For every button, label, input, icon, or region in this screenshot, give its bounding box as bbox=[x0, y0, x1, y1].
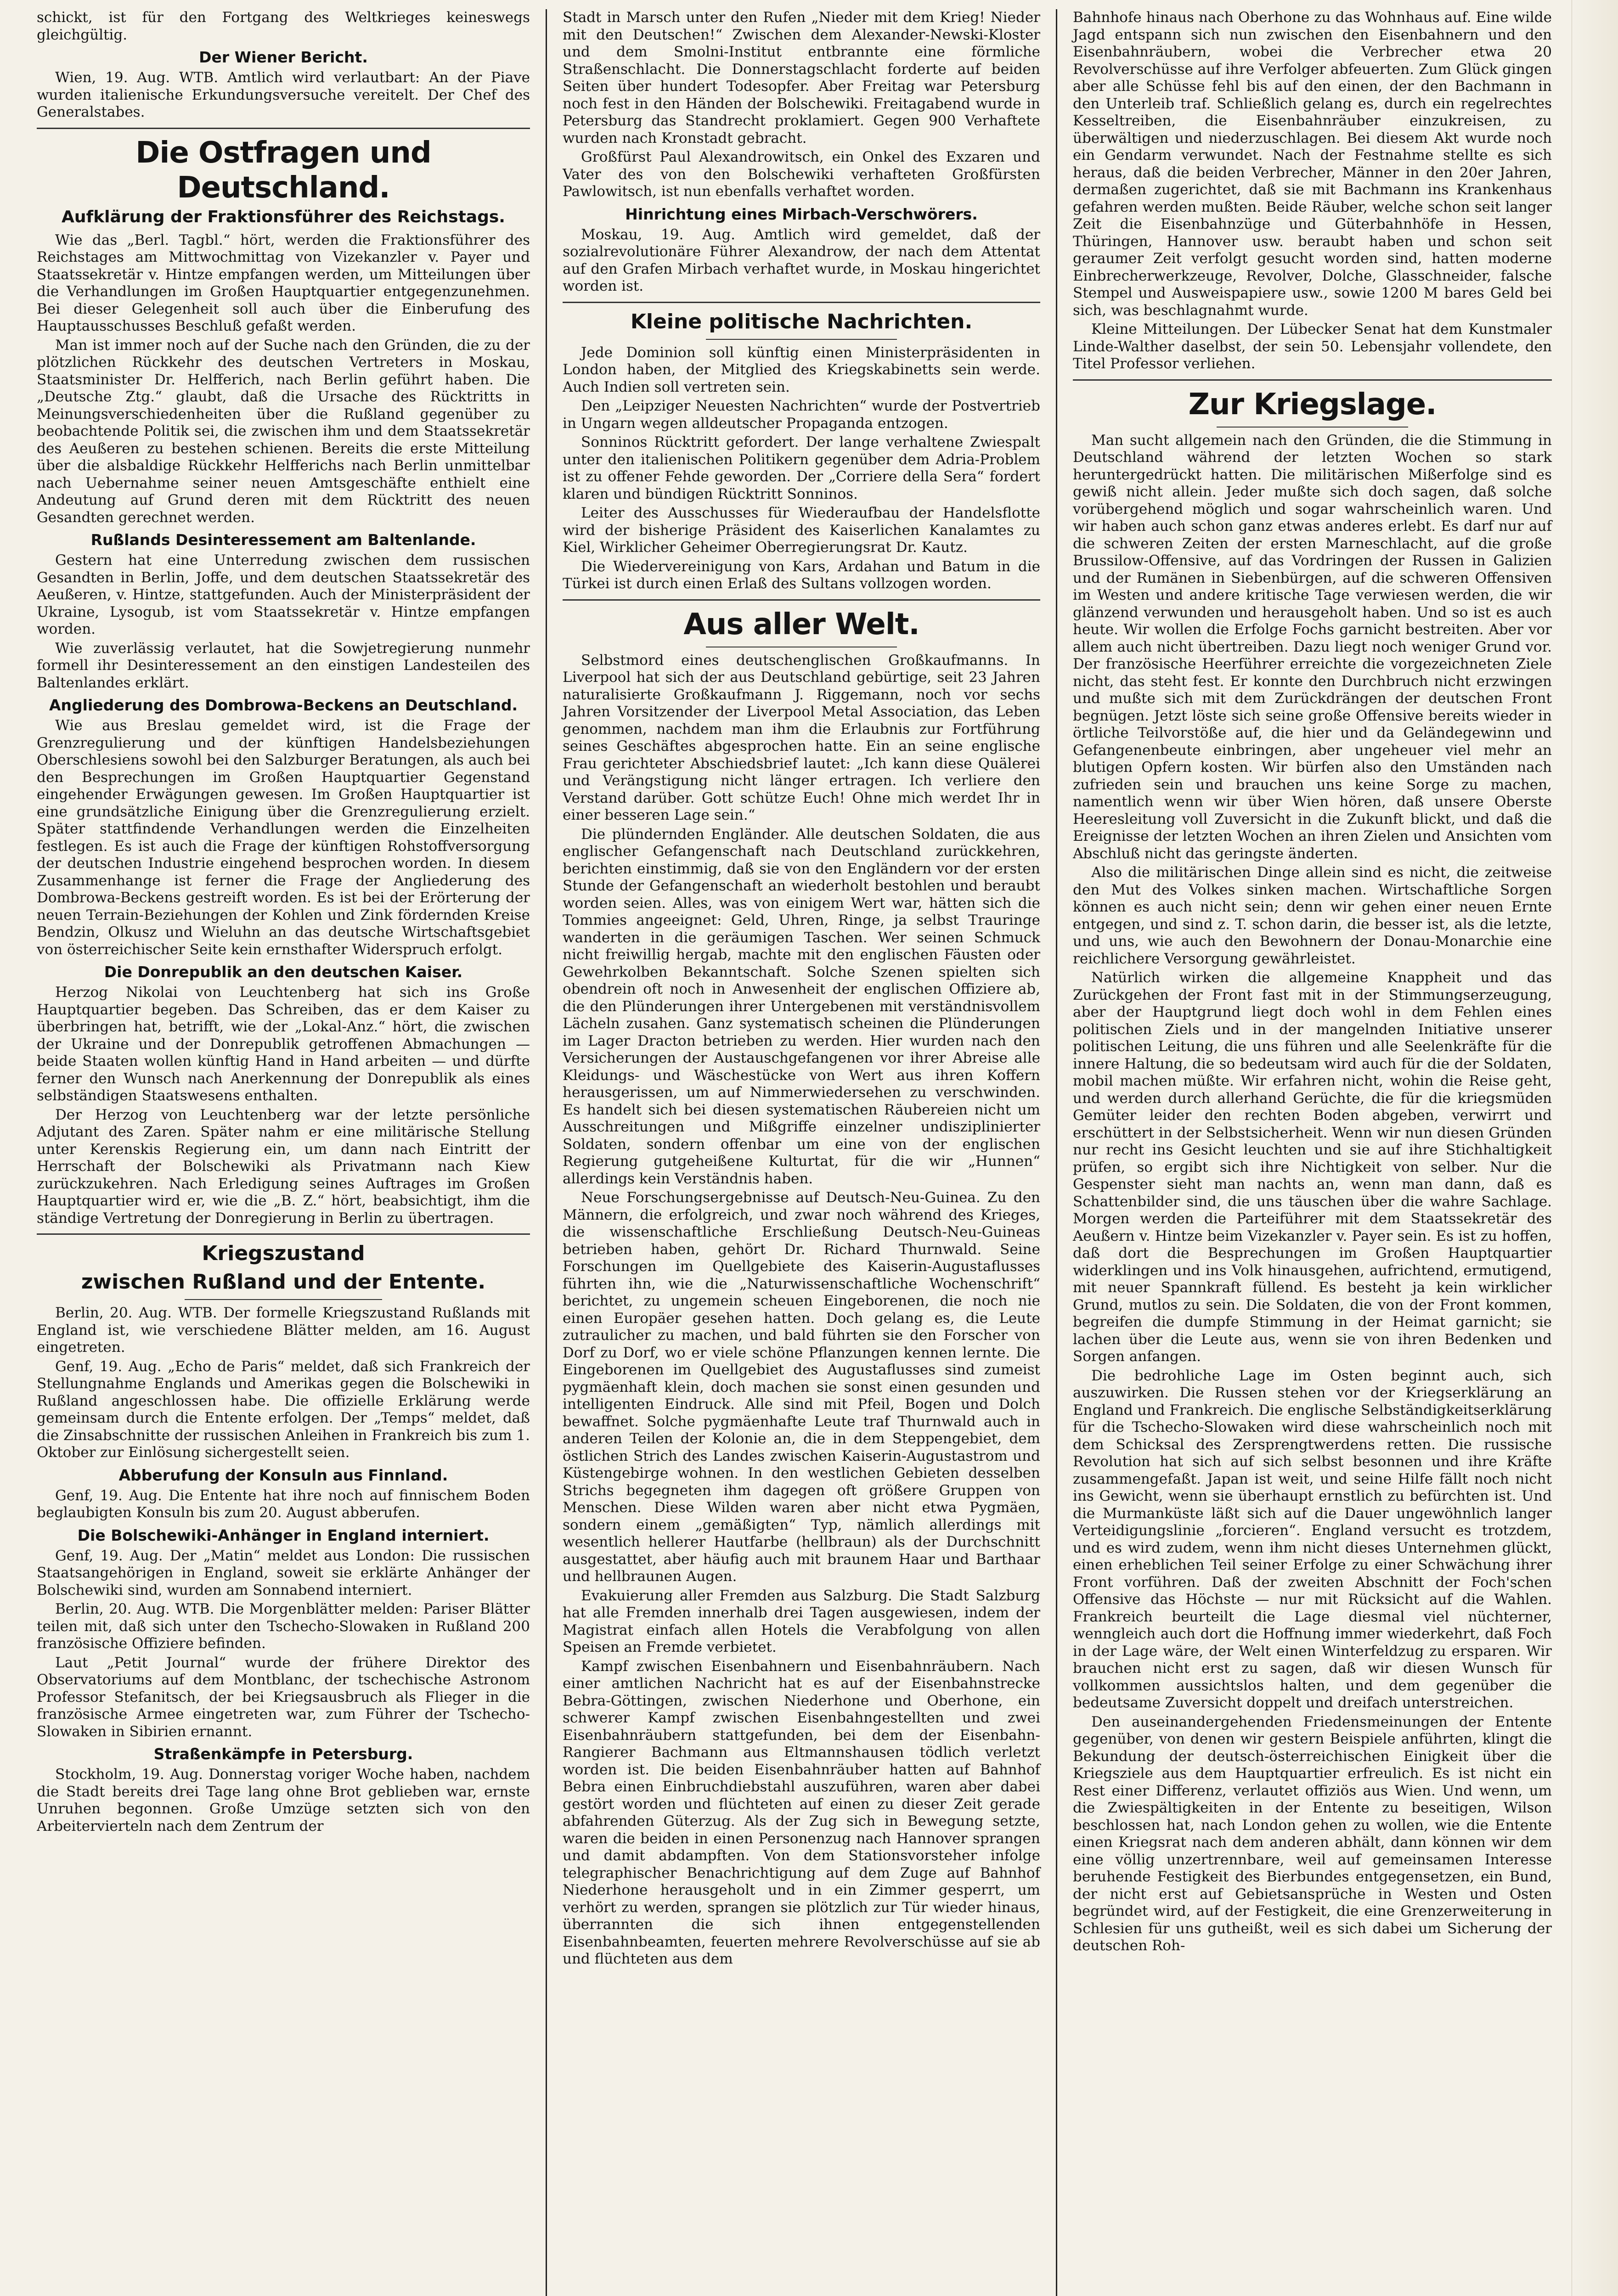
paragraph: Den „Leipziger Neuesten Nachrichten“ wurde der Postvertrieb in Ungarn wegen alldeutscher Propaganda entzogen. bbox=[563, 398, 1040, 432]
paragraph: Neue Forschungsergebnisse auf Deutsch-Neu-Guinea. Zu den Männern, die erfolgreich, und zwar noch während des Krieges, die wissenschaftliche Erschließung Deutsch-Neu-Guineas betrieben haben, gehört Dr. Richard Thurnwald. Seine Forschungen im Quellgebiete des Kaiserin-Augustaflusses führten ihn, wie die „Naturwissenschaftliche Wochenschrift“ berichtet, zu ungemein scheuen Eingeborenen, die noch nie einen Europäer gesehen hatten. Doch gelang es, die Leute zutraulicher zu machen, und bald führten sie den Forscher von Dorf zu Dorf, wo er viele schöne Pflanzungen kennen lernte. Die Eingeborenen im Quellgebiet des Augustaflusses sind zumeist pygmäenhaft klein, doch machen sie sonst einen gesunden und intelligenten Eindruck. Alle sind mit Pfeil, Bogen und Dolch bewaffnet. Solche pygmäenhafte Leute traf Thurnwald auch in anderen Teilen der Kolonie an, die in dem Steppengebiet, dem östlichen Strich des Landes zwischen Kaiserin-Augustastrom und Küstengebirge wohnen. In den westlichen Gebieten desselben Strichs begegneten ihm dagegen oft größere Gruppen von Menschen. Diese Wilden waren aber nicht etwa Pygmäen, sondern einem „gemäßigten“ Typ, nämlich allerdings mit wesentlich hellerer Hautfarbe (hellbraun) als der Durchschnitt ausgestattet, aber häufig auch mit braunem Haar und Barthaar und hellbraunen Augen. bbox=[563, 1189, 1040, 1585]
headline-kleine-nachrichten: Kleine politische Nachrichten. bbox=[630, 310, 973, 333]
adjacent-page-edge bbox=[1572, 0, 1618, 2296]
paragraph: Wien, 19. Aug. WTB. Amtlich wird verlautbart: An der Piave wurden italienische Erkundungsversuche vereitelt. Der Chef des Generalstabes. bbox=[37, 69, 530, 120]
paragraph: Genf, 19. Aug. Die Entente hat ihre noch auf finnischem Boden beglaubigten Konsuln bis zum 20. August abberufen. bbox=[37, 1487, 530, 1521]
paragraph: Evakuierung aller Fremden aus Salzburg. Die Stadt Salzburg hat alle Fremden innerhalb drei Tagen ausgewiesen, indem der Magistrat einfach allen Hotels die Verabfolgung von allen Speisen an Fremde verbietet. bbox=[563, 1587, 1040, 1655]
headline-strassenkaempfe: Straßenkämpfe in Petersburg. bbox=[153, 1745, 413, 1763]
paragraph: Wie aus Breslau gemeldet wird, ist die Frage der Grenzregulierung und der künftigen Handelsbeziehungen Oberschlesiens sowohl bei den Salzburger Beratungen, als auch bei den Besprechungen im Großen Hauptquartier Gegenstand eingehender Erwägungen gewesen. Im Großen Hauptquartier ist eine grundsätzliche Einigung über die Grenzregulierung erzielt. Später stattfindende Verhandlungen werden die Einzelheiten festlegen. Es ist auch die Frage der künftigen Rohstoffversorgung der deutschen Industrie eingehend besprochen worden. In diesem Zusammenhange ist ferner die Frage der Angliederung des Dombrowa-Beckens gestreift worden. Es ist bei der Erörterung der neuen Terrain-Beziehungen der Kohlen und Zink fördernden Kreise Bendzin, Olkusz und Wieluhn an das deutsche Wirtschaftsgebiet von österreichischer Seite kein ernsthafter Widerspruch erfolgt. bbox=[37, 717, 530, 958]
paragraph: Gestern hat eine Unterredung zwischen dem russischen Gesandten in Berlin, Joffe, und dem deutschen Staatssekretär des Aeußeren, v. Hintze, stattgefunden. Auch der Ministerpräsident der Ukraine, Lysogub, ist vom Staatssekretär v. Hintze empfangen worden. bbox=[37, 552, 530, 637]
paragraph: Jede Dominion soll künftig einen Ministerpräsidenten in London haben, der Mitglied des Kriegskabinetts sein werde. Auch Indien soll vertreten sein. bbox=[563, 344, 1040, 395]
column-grid bbox=[37, 9, 1567, 2296]
headline-konsuln: Abberufung der Konsuln aus Finnland. bbox=[118, 1466, 448, 1484]
paragraph: Die Wiedervereinigung von Kars, Ardahan und Batum in die Türkei ist durch einen Erlaß des Sultans vollzogen worden. bbox=[563, 558, 1040, 592]
paragraph: Wie das „Berl. Tagbl.“ hört, werden die Fraktionsführer des Reichstages am Mittwochmittag von Vizekanzler v. Payer und Staatssekretär v. Hintze empfangen werden, um Mitteilungen über die Verhandlungen im Großen Hauptquartier entgegenzunehmen. Bei dieser Gelegenheit soll auch über die Einberufung des Hauptausschusses Beschluß gefaßt werden. bbox=[37, 231, 530, 334]
paragraph: Genf, 19. Aug. „Echo de Paris“ meldet, daß sich Frankreich der Stellungnahme Englands und Amerikas gegen die Bolschewiki in Rußland angeschlossen habe. Die offizielle Erklärung werde gemeinsam durch die Entente erfolgen. Der „Temps“ meldet, daß die Zinsabschnitte der russischen Anleihen in Frankreich bis zum 1. Oktober zur Einlösung sichergestellt seien. bbox=[37, 1358, 530, 1461]
paragraph: Den auseinandergehenden Friedensmeinungen der Entente gegenüber, von denen wir gestern Beispiele anführten, klingt die Bekundung der deutsch-österreichischen Einigkeit über die Kriegsziele aus dem Hauptquartier erfreulich. Es ist nicht ein Rest einer Differenz, verlautet offiziös aus Wien. Und wenn, um die Zwiespältigkeiten in der Entente zu beseitigen, Wilson beschlossen hat, nach London gehen zu wollen, wie die Entente einen Kriegsrat nach dem anderen abhält, dann können wir dem eine völlig unzertrennbare, weil auf gemeinsamen Interesse beruhende Festigkeit des Bierbundes entgegensetzen, ein Bund, der nicht erst auf Gebietsansprüche in Westen und Osten begründet wird, auf der Festigkeit, die eine Grenzerweiterung in Schlesien für uns gutheißt, weil es sich dabei um Sicherung der deutschen Roh- bbox=[1073, 1713, 1552, 1954]
paragraph: Sonninos Rücktritt gefordert. Der lange verhaltene Zwiespalt unter den italienischen Politikern gegenüber dem Adria-Problem ist zu offener Fehde geworden. Der „Corriere della Sera“ fordert klaren und bündigen Rücktritt Sonninos. bbox=[563, 434, 1040, 502]
headline-zur-kriegslage: Zur Kriegslage. bbox=[1188, 387, 1437, 422]
paragraph: Laut „Petit Journal“ wurde der frühere Direktor des Observatoriums auf dem Montblanc, der tschechische Astronom Professor Stefanitsch, der bei Kriegsausbruch als Flieger in die französische Armee eingetreten war, zum Führer der Tschecho-Slowaken in Sibirien ernannt. bbox=[37, 1654, 530, 1740]
paragraph: Der Herzog von Leuchtenberg war der letzte persönliche Adjutant des Zaren. Später nahm er eine militärische Stellung unter Kerenskis Regierung ein, um dann nach Eintritt der Herrschaft der Bolschewiki als Privatmann nach Kiew zurückzukehren. Nach Erledigung seines Auftrages im Großen Hauptquartier wird er, wie die „B. Z.“ hört, beabsichtigt, ihm die ständige Vertretung der Donregierung in Berlin zu übertragen. bbox=[37, 1106, 530, 1227]
column-3 bbox=[1057, 9, 1567, 2296]
paragraph: Herzog Nikolai von Leuchtenberg hat sich ins Große Hauptquartier begeben. Das Schreiben, das er dem Kaiser zu überbringen hat, betrifft, wie der „Lokal-Anz.“ hört, die zwischen der Ukraine und der Donrepublik getroffenen Abmachungen — beide Staaten wollen künftig Hand in Hand arbeiten — und dürfte ferner den Wunsch nach Anerkennung der Donrepublik als eines selbständigen Staatswesens enthalten. bbox=[37, 984, 530, 1104]
headline-kriegszustand-2: zwischen Rußland und der Entente. bbox=[81, 1270, 486, 1294]
paragraph: Wie zuverlässig verlautet, hat die Sowjetregierung nunmehr formell ihr Desinteressement an den einstigen Landesteilen des Baltenlandes erklärt. bbox=[37, 640, 530, 691]
divider bbox=[37, 128, 530, 129]
divider bbox=[1073, 379, 1552, 381]
column-1 bbox=[37, 9, 547, 2296]
paragraph: Also die militärischen Dinge allein sind es nicht, die zeitweise den Mut des Volkes sinken machen. Wirtschaftliche Sorgen können es auch nicht sein; denn wir gehen einer neuen Ernte entgegen, und sind z. T. schon darin, die besser ist, als die letzte, und uns, wie auch den Bewohnern der Donau-Monarchie eine reichlichere Versorgung gewährleistet. bbox=[1073, 864, 1552, 967]
headline-kriegszustand: Kriegszustand bbox=[202, 1242, 365, 1265]
article-intro: schickt, ist für den Fortgang des Weltkrieges keineswegs gleichgültig. bbox=[37, 9, 530, 43]
paragraph: Die plündernden Engländer. Alle deutschen Soldaten, die aus englischer Gefangenschaft nach Deutschland zurückkehren, berichten einstimmig, daß sie von den Engländern vor der ersten Stunde der Gefangenschaft an wiederholt bestohlen und beraubt worden seien. Alles, was von einigem Wert war, hätten sich die Tommies angeeignet: Geld, Uhren, Ringe, ja selbst Trauringe wanderten in die geräumigen Taschen. Wer seinen Schmuck nicht freiwillig hergab, machte mit den englischen Fäusten oder Gewehrkolben Bekanntschaft. Solche Szenen spielten sich obendrein oft noch in Anwesenheit der englischen Offiziere ab, die den Plünderungen ihrer Untergebenen mit verständnisvollem Lächeln zusahen. Ganz systematisch scheinen die Plünderungen im Lager Dracton betrieben zu werden. Hier wurden nach den Versicherungen der Austauschgefangenen vor ihrer Abreise alle Kleidungs- und Wäschestücke von Wert aus ihren Koffern herausgerissen, um auf Nimmerwiedersehen zu verschwinden. Es handelt sich bei diesen systematischen Räubereien nicht um Ausschreitungen und Mißgriffe einzelner undisziplinierter Soldaten, sondern offenbar um eine von der englischen Regierung gutgeheißene Kulturtat, für die wir „Hunnen“ allerdings kein Verständnis haben. bbox=[563, 826, 1040, 1187]
paragraph: Berlin, 20. Aug. WTB. Die Morgenblätter melden: Pariser Blätter teilen mit, daß sich unter den Tschecho-Slowaken in Rußland 200 französische Offiziere befinden. bbox=[37, 1601, 530, 1652]
paragraph: Kleine Mitteilungen. Der Lübecker Senat hat dem Kunstmaler Linde-Walther daselbst, der sein 50. Lebensjahr vollendete, den Titel Professor verliehen. bbox=[1073, 321, 1552, 372]
paragraph: Die bedrohliche Lage im Osten beginnt auch, sich auszuwirken. Die Russen stehen vor der Kriegserklärung an England und Frankreich. Die englische Selbständigkeitserklärung für die Tschecho-Slowaken wird diese wahrscheinlich noch mit dem Schicksal des Zersprengtwerdens retten. Die russische Revolution hat sich auf sich selbst besonnen und ihre Kräfte zusammengefaßt. Japan ist weit, und seine Hilfe fällt noch nicht ins Gewicht, wenn sie überhaupt ernstlich zu befürchten ist. Und die Murmanküste läßt sich auf die Dauer ungewöhnlich langer Verteidigungslinie „forcieren“. England versucht es trotzdem, und es wird zudem, wenn ihm nicht dieses Unternehmen glückt, einen erheblichen Teil seiner Erfolge zu einer Schwächung ihrer Front vorführen. Daß der zweiten Abschnitt der Foch'schen Offensive das Höchste — nur mit Rücksicht auf die Wahlen. Frankreich beurteilt die Lage diesmal viel nüchterner, wenngleich auch dort die Hoffnung immer wiederkehrt, daß Foch in der Lage wäre, der Welt einen Winterfeldzug zu ersparen. Wir brauchen nicht erst zu sagen, daß wir diesen Wunsch für vollkommen aussichtslos halten, und dem gegenüber die bedeutsame Zuversicht doppelt und dreifach unterstreichen. bbox=[1073, 1367, 1552, 1711]
paragraph: Stockholm, 19. Aug. Donnerstag voriger Woche haben, nachdem die Stadt bereits drei Tage lang ohne Brot geblieben war, ernste Unruhen begonnen. Große Umzüge setzten sich von den Arbeitervierteln nach dem Zentrum der bbox=[37, 1766, 530, 1835]
divider bbox=[706, 339, 897, 340]
headline-aus-aller-welt: Aus aller Welt. bbox=[683, 607, 919, 642]
headline-donrepublik: Die Donrepublik an den deutschen Kaiser. bbox=[104, 963, 463, 981]
paragraph: Selbstmord eines deutschenglischen Großkaufmanns. In Liverpool hat sich der aus Deutschland gebürtige, seit 23 Jahren naturalisierte Großkaufmann J. Riggemann, noch vor sechs Jahren Vorsitzender der Liverpool Metal Association, das Leben genommen, nachdem man ihm die Erlaubnis zur Fortführung seines Geschäftes abgesprochen hatte. Ein an seine englische Frau gerichteter Abschiedsbrief lautet: „Ich kann diese Quälerei und Verängstigung nicht länger ertragen. Ich verliere den Verstand darüber. Gott schütze Euch! Ohne mich werdet Ihr in einer besseren Lage sein.“ bbox=[563, 652, 1040, 823]
divider bbox=[1217, 427, 1408, 428]
paragraph: Moskau, 19. Aug. Amtlich wird gemeldet, daß der sozialrevolutionäre Führer Alexandrow, der nach dem Attentat auf den Grafen Mirbach verhaftet wurde, in Moskau hingerichtet worden ist. bbox=[563, 226, 1040, 294]
paragraph: Man sucht allgemein nach den Gründen, die die Stimmung in Deutschland während der letzten Wochen so stark heruntergedrückt hatten. Die militärischen Mißerfolge sind es gewiß nicht allein. Jeder mußte sich doch sagen, daß solche vorübergehend möglich und sogar wahrscheinlich waren. Und wir haben auch schon ganz etwas anderes erlebt. Es darf nur auf die schweren Zeiten der ersten Marneschlacht, auf die große Brussilow-Offensive, auf das Vordringen der Russen in Galizien und der Rumänen in Siebenbürgen, auf die schweren Offensiven im Westen und andere kritische Tage verwiesen werden, die wir glänzend verwunden und herausgeholt haben. Und so ist es auch heute. Wir wollen die Erfolge Fochs garnicht bestreiten. Aber vor allem auch nicht übertreiben. Dazu liegt noch weniger Grund vor. Der französische Heerführer erreichte die vorgezeichneten Ziele nicht, das steht fest. Er konnte den Durchbruch nicht erzwingen und mußte sich mit dem Zurückdrängen der deutschen Front begnügen. Jetzt löste sich seine große Offensive bereits wieder in örtliche Teilvorstöße auf, die hier und da Geländegewinn und Gefangenenbeute einbringen, aber ungeheuer viel mehr an blutigen Opfern kosten. Wir bürfen also den Umständen nach zufrieden sein und brauchen uns keine Sorge zu machen, namentlich wenn wir über Wien hören, daß unsere Oberste Heeresleitung voll Zuversicht in die Zukunft blickt, und daß die Ereignisse der letzten Wochen an ihren Zielen und Ansichten vom Abschluß nicht das geringste änderten. bbox=[1073, 432, 1552, 862]
divider bbox=[563, 302, 1040, 303]
headline-dombrowa: Angliederung des Dombrowa-Beckens an Deutschland. bbox=[49, 696, 518, 714]
paragraph: Bahnhofe hinaus nach Oberhone zu das Wohnhaus auf. Eine wilde Jagd entspann sich nun zwischen den Eisenbahnern und den Eisenbahnräubern, wobei die Verbrecher etwa 20 Revolverschüsse auf ihre Verfolger abfeuerten. Zum Glück gingen aber alle Schüsse fehl bis auf den einen, der den Bachmann in den Unterleib traf. Schließlich gelang es, durch ein regelrechtes Kesseltreiben, die Eisenbahnräuber einzukreisen, zu überwältigen und niederzuschlagen. Bei diesem Akt wurde noch ein Gendarm verwundet. Nach der Festnahme stellte es sich heraus, daß die beiden Verbrecher, Männer in den 20er Jahren, dermaßen zugerichtet, daß sie mit Bachmann ins Krankenhaus gefahren werden mußten. Beide Räuber, welche schon seit langer Zeit die Eisenbahnzüge und Güterbahnhöfe in Hessen, Thüringen, Hannover usw. beraubt haben und schon seit geraumer Zeit verfolgt gesucht worden sind, hatten moderne Einbrecherwerkzeuge, Revolver, Dolche, Glasschneider, falsche Stempel und Ausweispapiere usw., sowie 1200 M bares Geld bei sich, was beschlagnahmt wurde. bbox=[1073, 9, 1552, 319]
column-2 bbox=[547, 9, 1057, 2296]
headline-mirbach: Hinrichtung eines Mirbach-Verschwörers. bbox=[625, 205, 978, 223]
paragraph: Stadt in Marsch unter den Rufen „Nieder mit dem Krieg! Nieder mit den Deutschen!“ Zwischen dem Alexander-Newski-Kloster und dem Smolni-Institut entbrannte eine förmliche Straßenschlacht. Die Donnerstagschlacht forderte auf beiden Seiten über hundert Todesopfer. Aber Freitag war Petersburg noch fest in den Händen der Bolschewiki. Freitagabend wurde in Petersburg das Standrecht proklamiert. Gegen 900 Verhaftete wurden nach Kronstadt gebracht. bbox=[563, 9, 1040, 146]
paragraph: Genf, 19. Aug. Der „Matin“ meldet aus London: Die russischen Staatsangehörigen in England, soweit sie erklärte Anhänger der Bolschewiki sind, wurden am Sonnabend interniert. bbox=[37, 1547, 530, 1598]
paragraph: Natürlich wirken die allgemeine Knappheit und das Zurückgehen der Front fast mit in der Stimmungserzeugung, aber der Hauptgrund liegt doch wohl in dem Fehlen eines politischen Ziels und in der mangelnden Initiative unserer politischen Leitung, die uns führen und alle Seelenkräfte für die innere Haltung, die so bedeutsam wird auch für die der Soldaten, mobil machen müßte. Wir erfahren nicht, wohin die Reise geht, und werden durch allerhand Gerüchte, die für die kriegsmüden Gemüter leider den rechten Boden abgeben, verwirrt und erschüttert in der Selbstsicherheit. Wenn wir nun diesen Gründen nur recht ins Gesicht leuchten und sie auf ihre Stichhaltigkeit prüfen, so ergibt sich ihre Nichtigkeit von selber. Nur die Gespenster sieht man nachts an, wenn man dann, daß es Schattenbilder sind, die uns täuschen über die wahre Sachlage. Morgen werden die Parteiführer mit dem Staatssekretär des Aeußern v. Hintze beim Vizekanzler v. Payer sein. Es ist zu hoffen, daß dort die Besprechungen im Großen Hauptquartier widerklingen und ins Volk hinausgehen, aufrichtend, ermutigend, mit neuer Spannkraft füllend. Es besteht ja kein wirklicher Grund, mutlos zu sein. Die Soldaten, die von der Front kommen, begreifen die dumpfe Stimmung in der Heimat garnicht; sie lachen über die Leute aus, wenn sie von ihren Bedenken und Sorgen anfangen. bbox=[1073, 969, 1552, 1365]
headline-russlands-desinteressement: Rußlands Desinteressement am Baltenlande. bbox=[90, 531, 476, 549]
divider bbox=[563, 599, 1040, 601]
divider bbox=[185, 1299, 382, 1300]
subheadline-fraktionsfuehrer: Aufklärung der Fraktionsführer des Reichstags. bbox=[62, 207, 505, 226]
divider bbox=[37, 1233, 530, 1235]
headline-ostfragen: Die Ostfragen und Deutschland. bbox=[135, 135, 431, 205]
paragraph: Kampf zwischen Eisenbahnern und Eisenbahnräubern. Nach einer amtlichen Nachricht hat es auf der Eisenbahnstrecke Bebra-Göttingen, zwischen Niederhone und Oberhone, ein schwerer Kampf zwischen Eisenbahngestellten und zwei Eisenbahnräubern stattgefunden, bei dem der Eisenbahn-Rangierer Bachmann aus Eltmannshausen tödlich verletzt worden ist. Die beiden Eisenbahnräuber hatten auf Bahnhof Bebra einen Einbruchdiebstahl auszuführen, waren aber dabei gestört worden und flüchteten auf einen zu dieser Zeit gerade abfahrenden Güterzug. Als der Zug sich in Bewegung setzte, waren die beiden in einen Personenzug nach Hannover sprangen und damit abdampften. Von dem Stationsvorsteher infolge telegraphischer Benachrichtigung auf dem Zuge auf Bahnhof Niederhone herausgeholt und in ein Zimmer gesperrt, um verhört zu werden, sprangen sie plötzlich zur Tür wieder hinaus, überrannten die sich ihnen entgegenstellenden Eisenbahnbeamten, feuerten mehrere Revolverschüsse auf sie ab und flüchteten aus dem bbox=[563, 1658, 1040, 1967]
headline-bolschewiki-england: Die Bolschewiki-Anhänger in England interniert. bbox=[77, 1526, 490, 1544]
paragraph: Man ist immer noch auf der Suche nach den Gründen, die zu der plötzlichen Rückkehr des deutschen Vertreters in Moskau, Staatsminister Dr. Helfferich, nach Berlin geführt haben. Die „Deutsche Ztg.“ glaubt, daß die Ursache des Rücktritts in Meinungsverschiedenheiten über die Rußland gegenüber zu beobachtende Politik sei, die zwischen ihm und dem Staatssekretär des Aeußeren zu bestehen schienen. Bereits die erste Mitteilung über die alsbaldige Rückkehr Helfferichs nach Berlin unmittelbar nach Uebernahme seiner neuen Amtsgeschäfte enthielt eine Andeutung auf Grund deren mit dem Rücktritt des neuen Gesandten gerechnet werden. bbox=[37, 337, 530, 526]
paragraph: Berlin, 20. Aug. WTB. Der formelle Kriegszustand Rußlands mit England ist, wie verschiedene Blätter melden, am 16. August eingetreten. bbox=[37, 1305, 530, 1356]
paragraph: Leiter des Ausschusses für Wiederaufbau der Handelsflotte wird der bisherige Präsident des Kaiserlichen Kanalamtes zu Kiel, Wirklicher Geheimer Oberregierungsrat Dr. Kautz. bbox=[563, 505, 1040, 556]
paragraph: Großfürst Paul Alexandrowitsch, ein Onkel des Exzaren und Vater des von den Bolschewiki verhafteten Großfürsten Pawlowitsch, ist nun ebenfalls verhaftet worden. bbox=[563, 149, 1040, 200]
headline-wiener-bericht: Der Wiener Bericht. bbox=[199, 48, 368, 66]
